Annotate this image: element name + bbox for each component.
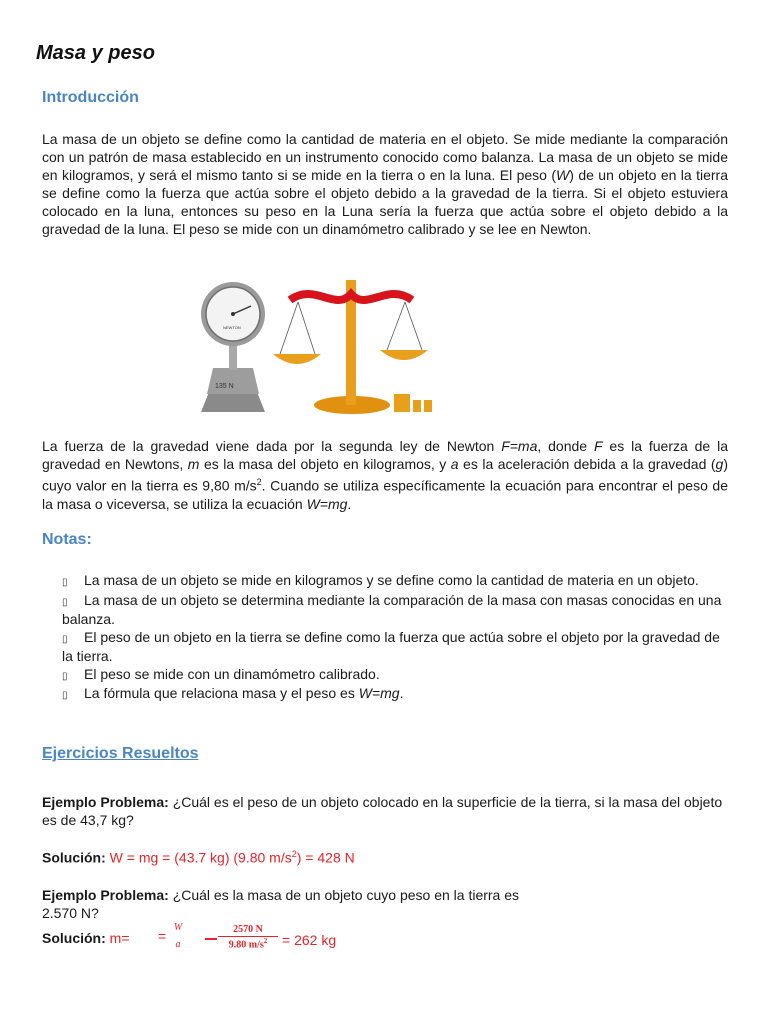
- note-text-end: .: [399, 685, 404, 701]
- list-item: [62, 666, 722, 686]
- solution-2-result: = 262 kg: [282, 932, 337, 948]
- solution-text: m=: [105, 930, 130, 946]
- intro-text-rest: ) de un objeto en la tierra se define como la fuerza que actúa sobre el objeto debido a la gravedad de la tierra. Si el objeto estuviera colocado en la luna, entonces su peso en la Luna sería la fuerza que actúa sobre el objeto debido a la gravedad de la luna. El peso se mide con un dinamómetro calibrado y se lee en Newton.: [42, 167, 728, 237]
- example-problem-1: [42, 793, 732, 829]
- superscript: 2: [291, 849, 297, 859]
- denominator-text: 9.80 m/s: [228, 939, 264, 951]
- bullet-icon: ▯: [62, 690, 68, 701]
- dynamometer-icon: [201, 282, 265, 412]
- list-item: [62, 685, 722, 705]
- var-g: g: [715, 456, 724, 472]
- list-item: [62, 629, 722, 666]
- solution-label: Solución:: [42, 849, 106, 866]
- exercises-heading[interactable]: Ejercicios Resueltos: [42, 745, 199, 762]
- text-segment: es la masa del objeto en kilogramos, y: [199, 456, 451, 472]
- example-problem-2: [42, 886, 612, 922]
- bullet-icon: ▯: [62, 633, 68, 645]
- var-a: a: [450, 456, 459, 472]
- notes-heading: Notas:: [42, 531, 92, 548]
- balance-icon: [273, 280, 432, 414]
- text-segment: . Cuando se utiliza específicamente la ecuación para encontrar el peso de la masa o viceversa, se utiliza la ecuación: [42, 477, 728, 512]
- notes-list: [62, 572, 722, 705]
- text-segment: es la aceleración debida a la gravedad (: [458, 456, 716, 472]
- text-segment: es la fuerza de la gravedad en Newtons,: [42, 438, 728, 472]
- fraction-2570-over-9-80: [218, 924, 278, 950]
- fraction-w-over-a: [170, 922, 186, 950]
- equals-sign: =: [158, 928, 167, 944]
- numerator: W: [173, 922, 183, 933]
- example-label: Ejemplo Problema:: [42, 794, 169, 810]
- intro-paragraph-1: [42, 130, 728, 238]
- list-item: [62, 592, 722, 629]
- example-text: ¿Cuál es el peso de un objeto colocado en la superficie de la tierra, si la masa del objeto es de 43,7 kg?: [42, 794, 723, 828]
- text-segment: ) cuyo valor en la tierra es 9,80 m/s: [42, 456, 728, 494]
- note-text: La fórmula que relaciona masa y el peso es: [84, 685, 359, 701]
- intro-heading: Introducción: [42, 89, 139, 106]
- denominator: a: [175, 939, 181, 950]
- example-label: Ejemplo Problema:: [42, 887, 169, 903]
- formula-wmg: W=mg: [358, 685, 400, 701]
- text-segment: , donde: [537, 438, 594, 454]
- numerator-2570: [218, 924, 278, 937]
- text-segment: La fuerza de la gravedad viene dada por la segunda ley de Newton: [42, 438, 502, 454]
- intro-text: La masa de un objeto se define como la cantidad de materia en el objeto. Se mide mediante la comparación con un patrón de masa establecido en un instrumento conocido como balanza. La masa de un objeto se mide en kilogramos, y será el mismo tanto si se mide en la tierra o en la luna. El peso (: [42, 131, 728, 183]
- solution-2: [42, 930, 130, 946]
- formula-fma: F=ma: [501, 438, 538, 454]
- solution-text: W = mg = (43.7 kg) (9.80 m/s: [105, 849, 292, 866]
- solution-1: [42, 849, 355, 866]
- weight-variable: W: [556, 167, 570, 183]
- intro-paragraph-2: [42, 437, 728, 513]
- dash: [205, 938, 217, 940]
- superscript: 2: [256, 477, 262, 487]
- numerator-text: 2570 N: [233, 924, 263, 935]
- scale-reading: 135 N: [215, 383, 234, 390]
- denominator-9-80: [218, 937, 278, 950]
- superscript: 2: [263, 937, 268, 945]
- scale-and-balance-illustration: [195, 272, 445, 417]
- var-m: m: [187, 456, 200, 472]
- note-text: La masa de un objeto se determina mediante la comparación de la masa con masas conocidas en una balanza.: [62, 591, 722, 627]
- example-text: ¿Cuál es la masa de un objeto cuyo peso en la tierra es: [168, 887, 520, 903]
- text-segment: .: [347, 495, 352, 512]
- solution-result: ) = 428 N: [296, 849, 355, 866]
- dial-label: NEWTON: [223, 325, 241, 330]
- example-text-2: 2.570 N?: [42, 905, 99, 921]
- list-item: [62, 572, 722, 592]
- note-text: La masa de un objeto se mide en kilogramos y se define como la cantidad de materia en un objeto.: [84, 572, 699, 588]
- solution-label: Solución:: [42, 930, 106, 946]
- formula-wmg: W=mg: [306, 495, 348, 512]
- bullet-icon: ▯: [62, 596, 68, 608]
- page-title: Masa y peso: [36, 42, 155, 64]
- bullet-icon: ▯: [62, 670, 68, 682]
- note-text: El peso de un objeto en la tierra se define como la fuerza que actúa sobre el objeto por la gravedad de la tierra.: [62, 628, 720, 664]
- bullet-icon: ▯: [62, 577, 68, 588]
- var-f: F: [593, 438, 603, 454]
- notes-list-container: [62, 572, 722, 705]
- note-text: El peso se mide con un dinamómetro calibrado.: [84, 665, 380, 682]
